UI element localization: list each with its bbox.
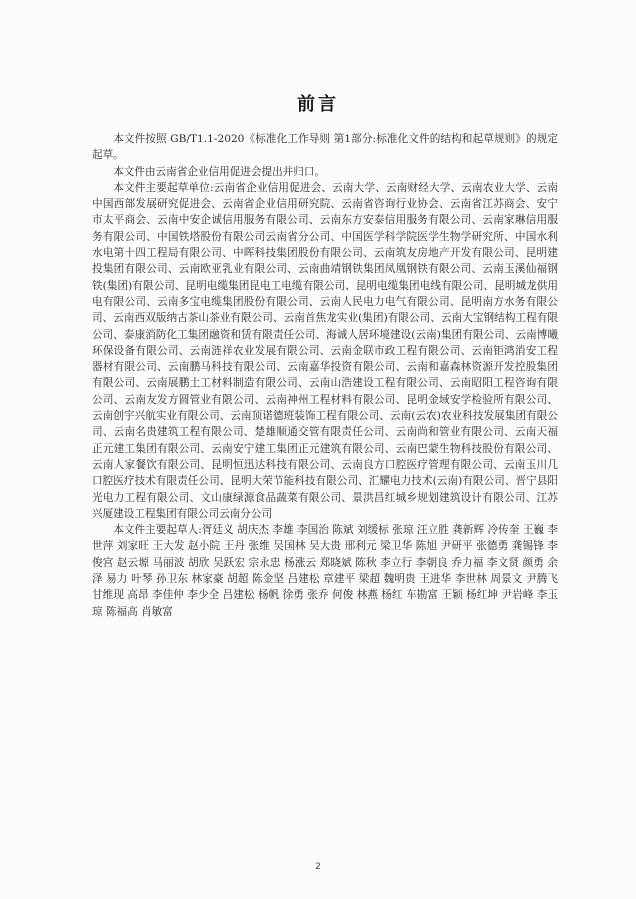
- paragraph-drafting-units: 本文件主要起草单位:云南省企业信用促进会、云南大学、云南财经大学、云南农业大学、云南中国西部发展研究促进会、云南省企业信用研究院、云南省咨询行业协会、云南省江苏商会、安宁市太平商会、云南中安企诚信用服务有限公司、云南东方安泰信用服务有限公司、云南家琳信用服务有限公司、中国铁塔股份有限公司云南省分公司、中国医学科学院医学生物学研究所、中国水利水电第十四工程局有限公司、中晖科技集团股份有限公司、云南筑友房地产开发有限公司、昆明建投集团有限公司、云南欧亚乳业有限公司、云南曲靖钢铁集团凤凰钢铁有限公司、云南玉溪仙福钢铁(集团)有限公司、昆明电缆集团昆电工电缆有限公司、昆明电缆集团电线有限公司、昆明城龙供用电有限公司、云南多宝电缆集团股份有限公司、云南人民电力电气有限公司、昆明南方水务有限公司、云南西双版纳古茶山茶业有限公司、云南首焦龙实业(集团)有限公司、云南大宝钢结构工程有限公司、泰康消防化工集团融资和赁有限责任公司、海诚人居环境建设(云南)集团有限公司、云南博曦环保设备有限公司、云南涟祥农业发展有限公司、云南金联市政工程有限公司、云南钜鸿消安工程器材有限公司、云南鹏马科技有限公司、云南嘉华投资有限公司、云南和嘉森林资源开发控股集团有限公司、云南展鹏土工材料制造有限公司、云南山浩建设工程有限公司、云南昭阳工程咨询有限公司、云南友发方圆管业有限公司、云南神州工程材料有限公司、昆明金域安学检验所有限公司、云南创宇兴航实业有限公司、云南顶诺德班装饰工程有限公司、云南(云农)农业科技发展集团有限公司、云南名贵建筑工程有限公司、楚雄顺通交管有限责任公司、云南尚和管业有限公司、云南天福正元建工集团有限公司、云南安宁建工集团正元建筑有限公司、云南巴蒙生物科技股份有限公司、云南人家餐饮有限公司、昆明恒迅达科技有限公司、云南良方口腔医疗管理有限公司、云南玉川几口腔医疗技术有限责任公司、昆明大荣节能科技有限公司、汇耀电力技术(云南)有限公司、晋宁县阳光电力工程有限公司、文山康绿源食品蔬菜有限公司、景洪昌红城乡规划建筑设计有限公司、江苏兴厦建设工程集团有限公司云南分公司: [92, 181, 558, 520]
- page-title: 前言: [297, 94, 339, 115]
- paragraph-standard-basis: 本文件按照 GB/T1.1-2020《标准化工作导则 第1部分:标准化文件的结构和起草规则》的规定起草。: [92, 133, 558, 162]
- paragraph-proposer: 本文件由云南省企业信用促进会提出并归口。: [113, 165, 326, 178]
- page-number: 2: [315, 862, 321, 872]
- paragraph-drafters: 本文件主要起草人:胥廷义 胡庆杰 李雄 李国治 陈斌 刘缓标 张琼 汪立胜 龚新辉 冷传奎 王巍 李世萍 刘家旺 王大发 赵小院 王丹 张维 吴国林 吴大贵 邢利元 梁卫华 陈旭 尹研平 张德勇 龚锡锋 李俊宫 赵云塬 马丽波 胡欣 吴跃宏 宗永忠 杨涨云 郑晓斌 陈秋 李立行 李朝良 乔力福 李文贤 颜勇 余泽 易力 叶琴 孙卫东 林家豪 胡超 陈金坚 吕建松 章建平 梁超 魏明贵 王进华 李世林 周景文 尹腾飞 甘维现 高昂 李佳仲 李少全 吕建松 杨帆 徐勇 张乔 何俊 林燕 杨红 车勘富 王颖 杨红坤 尹岩峰 李玉琼 陈福高 肖敏富: [92, 524, 558, 618]
- foreword-body: [92, 131, 558, 620]
